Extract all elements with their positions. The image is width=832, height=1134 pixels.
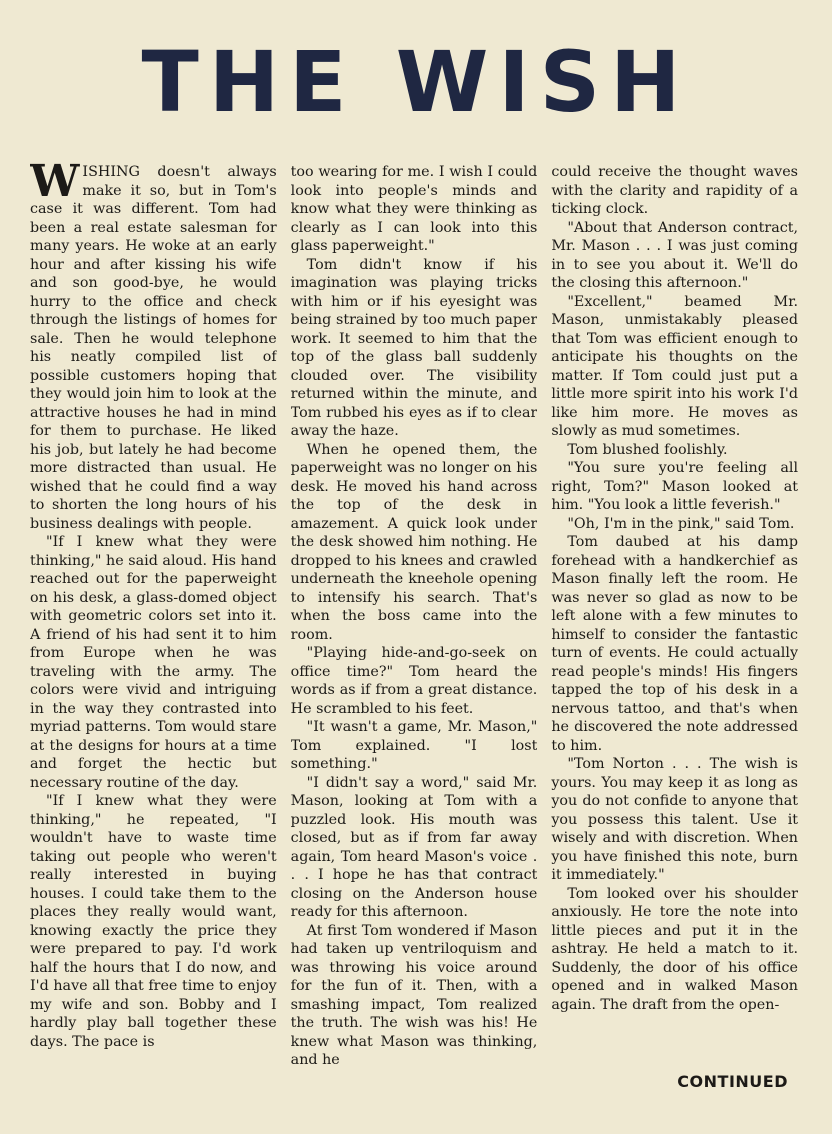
paragraph: Tom daubed at his damp forehead with a handkerchief as Mason finally left the room. He was never so glad as now to be left alone with a few minutes to himself to consider the fantastic turn of events. He could actually read people's minds! His fingers tapped the top of his desk in a nervous tattoo, and that's when he discovered the note addressed to him. (551, 534, 799, 754)
column-1 (30, 163, 277, 1073)
paragraph: could receive the thought waves with the clarity and rapidity of a ticking clock. (551, 164, 799, 217)
paragraph: "Playing hide-and-go-seek on office time?" Tom heard the words as if from a great distance. He scrambled to his feet. (290, 645, 538, 717)
paragraph: "It wasn't a game, Mr. Mason," Tom explained. "I lost something." (290, 719, 538, 772)
column-2 (291, 163, 538, 1073)
paragraph: "I didn't say a word," said Mr. Mason, looking at Tom with a puzzled look. His mouth was closed, but as if from far away again, Tom heard Mason's voice . . . I hope he has that contract closing on the Anderson house ready for this afternoon. (290, 774, 538, 920)
column-3 (551, 163, 798, 1073)
paragraph: Tom looked over his shoulder anxiously. He tore the note into little pieces and put it in the ashtray. He held a match to it. Suddenly, the door of his office opened and in walked Mason again. The draft from the open- (551, 885, 799, 1013)
story-title: THE WISH (141, 33, 691, 131)
paragraph: "Excellent," beamed Mr. Mason, unmistakably pleased that Tom was efficient enough to anticipate his thoughts on the matter. If Tom could just put a little more spirit into his work I'd like him more. He moves as slowly as mud sometimes. (551, 293, 799, 439)
paragraph: too wearing for me. I wish I could look into people's minds and know what they were thinking as clearly as I can look into this glass paperweight." (290, 164, 538, 254)
paragraph: "Tom Norton . . . The wish is yours. You may keep it as long as you do not confide to anyone that you possess this talent. Use it wisely and with discretion. When you have finished this note, burn it immediately." (551, 756, 799, 883)
continued-label: CONTINUED (677, 1072, 788, 1091)
drop-cap: W (30, 163, 80, 207)
paragraph-text: ISHING doesn't always make it so, but in Tom's case it was different. Tom had been a real estate salesman for many years. He woke at an early hour and after kissing his wife and son good-bye, he would hurry to the office and check through the listings of homes for sale. Then he would telephone his neatly compiled list of possible customers hoping that they would join him to look at the attractive houses he had in mind for them to purchase. He liked his job, but lately he had become more distracted than usual. He wished that he could find a way to shorten the long hours of his business dealings with people. (30, 164, 277, 532)
paragraph: Tom didn't know if his imagination was playing tricks with him or if his eyesight was being strained by too much paper work. It seemed to him that the top of the glass ball suddenly clouded over. The visibility returned within the minute, and Tom rubbed his eyes as if to clear away the haze. (290, 256, 538, 439)
paragraph: "About that Anderson contract, Mr. Mason . . . I was just coming in to see you about it. We'll do the closing this afternoon." (551, 219, 799, 291)
paragraph: "If I knew what they were thinking," he said aloud. His hand reached out for the paperweight on his desk, a glass-domed object with geometric colors set into it. A friend of his had sent it to him from Europe when he was traveling with the army. The colors were vivid and intriguing in the way they contrasted into myriad patterns. Tom would stare at the designs for hours at a time and forget the hectic but necessary routine of the day. (30, 534, 277, 791)
paragraph (30, 163, 277, 533)
paragraph: "You sure you're feeling all right, Tom?" Mason looked at him. "You look a little feverish." (551, 460, 799, 513)
story-columns (30, 163, 798, 1073)
paragraph: Tom blushed foolishly. (567, 441, 728, 458)
paragraph: When he opened them, the paperweight was no longer on his desk. He moved his hand across the top of the desk in amazement. A quick look under the desk showed him nothing. He dropped to his knees and crawled underneath the kneehole opening to intensify his search. That's when the boss came into the room. (290, 441, 538, 643)
paragraph: At first Tom wondered if Mason had taken up ventriloquism and was throwing his voice around for the fun of it. Then, with a smashing impact, Tom realized the truth. The wish was his! He knew what Mason was thinking, and he (290, 922, 538, 1068)
paragraph: "If I knew what they were thinking," he repeated, "I wouldn't have to waste time taking out people who weren't really interested in buying houses. I could take them to the places they really would want, knowing exactly the price they were prepared to pay. I'd work half the hours that I do now, and I'd have all that free time to enjoy my wife and son. Bobby and I hardly play ball together these days. The pace is (30, 793, 277, 1050)
paragraph: "Oh, I'm in the pink," said Tom. (567, 515, 795, 532)
